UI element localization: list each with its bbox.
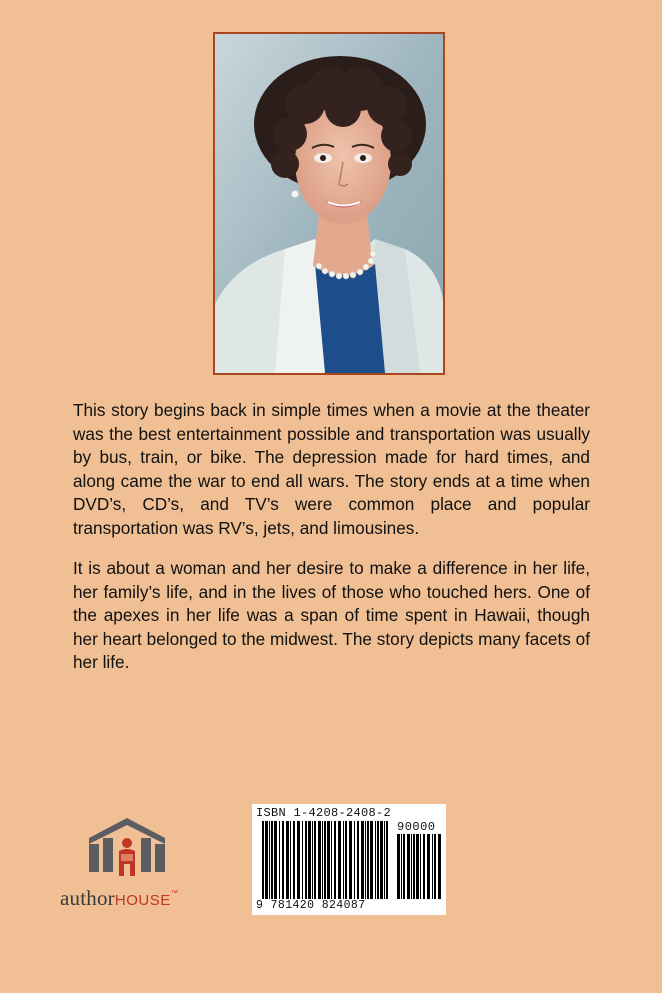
- barcode-bar: [297, 821, 300, 899]
- barcode-bar: [403, 834, 405, 899]
- barcode-bar: [318, 821, 321, 899]
- barcode-bar: [386, 821, 388, 899]
- barcode-bar: [314, 821, 316, 899]
- barcode-bar: [269, 821, 270, 899]
- barcode-bar: [324, 821, 326, 899]
- publisher-wordmark: [60, 886, 178, 911]
- barcode-bar: [384, 821, 385, 899]
- barcode-bar: [343, 821, 344, 899]
- blurb-paragraph-2: It is about a woman and her desire to make a difference in her life, her family’s life, and in the lives of those who touched hers. One of the apexes in her life was a span of time spent in Hawaii, though her heart belonged to the midwest. The story depicts many facets of her life.: [73, 558, 590, 672]
- ean-number: 9 781420 824087: [256, 899, 366, 912]
- price-addon-bars: [397, 834, 441, 899]
- barcode-bar: [282, 821, 284, 899]
- barcode-bar: [411, 834, 412, 899]
- barcode-bar: [279, 821, 280, 899]
- barcode-bar: [327, 821, 330, 899]
- barcode-bar: [265, 821, 268, 899]
- barcode-bar: [308, 821, 311, 899]
- barcode-bar: [432, 834, 433, 899]
- trademark-symbol: ™: [170, 890, 178, 897]
- barcode-bar: [331, 821, 332, 899]
- isbn-barcode: [252, 804, 446, 915]
- barcode-bar: [420, 834, 421, 899]
- barcode-bar: [438, 834, 441, 899]
- barcode-bar: [305, 821, 307, 899]
- author-photo: [213, 32, 445, 375]
- barcode-bar: [370, 821, 373, 899]
- barcode-bar: [413, 834, 415, 899]
- barcode-bar: [416, 834, 419, 899]
- barcode-bar: [375, 821, 376, 899]
- barcode-bar: [377, 821, 379, 899]
- ean-barcode-bars: [262, 821, 392, 899]
- wordmark-house: HOUSE: [114, 892, 171, 909]
- wordmark-author: author: [60, 886, 115, 910]
- barcode-bar: [274, 821, 277, 899]
- barcode-bar: [434, 834, 436, 899]
- isbn-label: ISBN 1-4208-2408-2: [256, 806, 392, 820]
- barcode-bar: [338, 821, 341, 899]
- barcode-bar: [293, 821, 295, 899]
- barcode-bar: [290, 821, 291, 899]
- barcode-bar: [407, 834, 410, 899]
- barcode-bar: [302, 821, 303, 899]
- blurb-paragraph-1: This story begins back in simple times when a movie at the theater was the best entertainment possible and transportation was usually by bus, train, or bike. The depression made for hard times, and along came the war to end all wars. The story ends at a time when DVD’s, CD’s, and TV’s were common place and popular transportation was RV’s, jets, and limousines.: [73, 400, 590, 538]
- barcode-bar: [380, 821, 383, 899]
- barcode-bar: [349, 821, 352, 899]
- barcode-bar: [365, 821, 366, 899]
- barcode-bar: [262, 821, 264, 899]
- barcode-bar: [354, 821, 355, 899]
- barcode-bar: [286, 821, 289, 899]
- barcode-bar: [357, 821, 359, 899]
- price-code: 90000: [397, 820, 436, 834]
- barcode-bar: [427, 834, 430, 899]
- barcode-bar: [345, 821, 347, 899]
- barcode-bar: [401, 834, 402, 899]
- barcode-bar: [397, 834, 400, 899]
- publisher-logo: [60, 814, 210, 914]
- authorhouse-house-icon: [85, 814, 169, 880]
- barcode-bar: [361, 821, 364, 899]
- barcode-bar: [367, 821, 369, 899]
- barcode-bar: [334, 821, 336, 899]
- barcode-bar: [271, 821, 273, 899]
- barcode-bar: [423, 834, 425, 899]
- barcode-bar: [322, 821, 323, 899]
- author-portrait-illustration: [215, 34, 443, 373]
- barcode-bar: [312, 821, 313, 899]
